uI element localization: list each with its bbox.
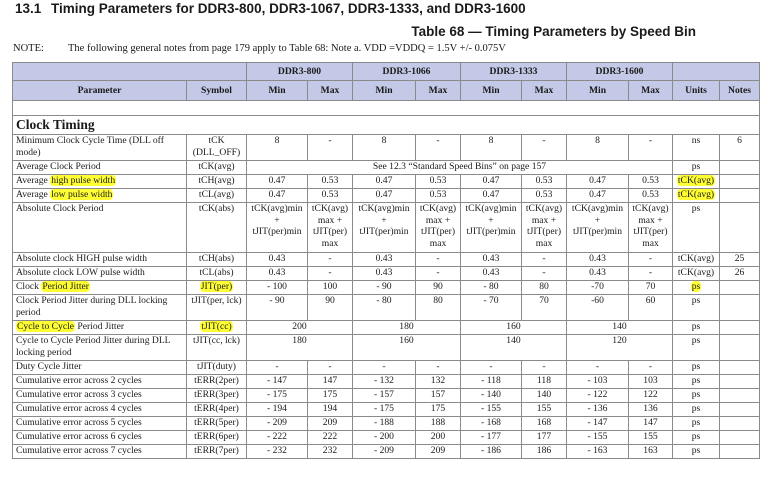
parameter-cell [13, 321, 187, 335]
max-value-cell: 222 [308, 431, 353, 445]
value-span-cell: 180 [353, 321, 461, 335]
min-value-cell: 0.47 [461, 175, 522, 189]
header-ddr3-1333: DDR3-1333 [461, 63, 567, 81]
max-value-cell: 163 [629, 445, 673, 459]
table-row [13, 445, 760, 459]
max-value-cell: - [308, 267, 353, 281]
symbol-cell: tCK(avg) [187, 161, 247, 175]
max-value-cell: 0.53 [308, 175, 353, 189]
max-value-cell: 122 [629, 389, 673, 403]
min-value-cell: 0.47 [353, 189, 416, 203]
units-cell: tCK(avg) [673, 267, 720, 281]
units-cell: ps [673, 431, 720, 445]
parameter-text: Clock [16, 281, 42, 292]
max-value-cell: 0.53 [416, 189, 461, 203]
table-row [13, 321, 760, 335]
parameter-cell: Cumulative error across 2 cycles [13, 375, 187, 389]
header-units: Units [673, 81, 720, 101]
units-cell [673, 281, 720, 295]
min-value-cell: - [247, 361, 308, 375]
min-value-cell: - 122 [567, 389, 629, 403]
min-value-cell: - 188 [353, 417, 416, 431]
value-span-cell: 120 [567, 335, 673, 361]
min-value-cell: - [353, 361, 416, 375]
parameter-cell: Cumulative error across 4 cycles [13, 403, 187, 417]
min-value-cell: - 194 [247, 403, 308, 417]
symbol-cell: tERR(4per) [187, 403, 247, 417]
min-value-cell: - 232 [247, 445, 308, 459]
units-highlight: tCK(avg) [677, 175, 715, 186]
notes-cell [720, 361, 760, 375]
value-span-cell: 180 [247, 335, 353, 361]
value-span-cell: 140 [461, 335, 567, 361]
max-value-cell: 209 [308, 417, 353, 431]
units-cell [673, 189, 720, 203]
units-cell [673, 175, 720, 189]
min-value-cell: -70 [567, 281, 629, 295]
table-row [13, 375, 760, 389]
max-value-cell: 175 [308, 389, 353, 403]
min-value-cell: - 175 [353, 403, 416, 417]
max-value-cell: 103 [629, 375, 673, 389]
max-value-cell: 0.53 [416, 175, 461, 189]
notes-cell [720, 175, 760, 189]
parameter-cell: Cumulative error across 7 cycles [13, 445, 187, 459]
notes-cell [720, 403, 760, 417]
max-value-cell: 168 [522, 417, 567, 431]
parameter-cell: Cycle to Cycle Period Jitter during DLL locking period [13, 335, 187, 361]
max-value-cell: 147 [308, 375, 353, 389]
symbol-cell [187, 281, 247, 295]
max-value-cell: 232 [308, 445, 353, 459]
max-value-cell: 80 [416, 295, 461, 321]
units-highlight: tCK(avg) [677, 189, 715, 200]
min-value-cell: 0.43 [461, 253, 522, 267]
symbol-cell: tJIT(cc, lck) [187, 335, 247, 361]
max-value-cell: 90 [308, 295, 353, 321]
min-value-cell: - 157 [353, 389, 416, 403]
min-value-cell: - 200 [353, 431, 416, 445]
max-value-cell: - [629, 267, 673, 281]
value-span-cell: 160 [353, 335, 461, 361]
notes-cell [720, 431, 760, 445]
notes-cell [720, 389, 760, 403]
max-value-cell: 0.53 [308, 189, 353, 203]
notes-cell: 26 [720, 267, 760, 281]
parameter-cell: Average Clock Period [13, 161, 187, 175]
value-span-cell: 160 [461, 321, 567, 335]
max-value-cell: - [629, 361, 673, 375]
max-value-cell: - [308, 361, 353, 375]
notes-cell [720, 445, 760, 459]
symbol-cell: tCK(abs) [187, 203, 247, 253]
header-row-columns [13, 81, 760, 101]
min-value-cell: 0.43 [353, 253, 416, 267]
max-value-cell: 157 [416, 389, 461, 403]
min-value-cell: 8 [567, 135, 629, 161]
min-value-cell: 8 [247, 135, 308, 161]
min-expression-cell: tCK(avg)min + tJIT(per)min [461, 203, 522, 253]
parameter-cell [13, 189, 187, 203]
min-value-cell: 0.43 [247, 267, 308, 281]
parameter-highlight: high pulse width [51, 175, 116, 186]
max-value-cell: 209 [416, 445, 461, 459]
min-value-cell: - 155 [567, 431, 629, 445]
parameter-highlight: Cycle to Cycle [17, 321, 75, 332]
header-blank-right [673, 63, 760, 81]
max-value-cell: 132 [416, 375, 461, 389]
parameter-highlight: Period Jitter [42, 281, 89, 292]
header-parameter: Parameter [13, 81, 187, 101]
min-value-cell: - 100 [247, 281, 308, 295]
parameter-cell: Clock Period Jitter during DLL locking period [13, 295, 187, 321]
max-expression-cell: tCK(avg) max + tJIT(per) max [629, 203, 673, 253]
parameter-text: Average [16, 189, 51, 200]
min-value-cell: 0.43 [247, 253, 308, 267]
table-row [13, 403, 760, 417]
parameter-text: Period Jitter [75, 321, 125, 332]
value-span-cell: 140 [567, 321, 673, 335]
min-value-cell: 0.47 [247, 189, 308, 203]
max-value-cell: 0.53 [522, 189, 567, 203]
min-expression-cell: tCK(avg)min + tJIT(per)min [353, 203, 416, 253]
table-row [13, 361, 760, 375]
min-value-cell: - 175 [247, 389, 308, 403]
parameter-cell: Absolute clock HIGH pulse width [13, 253, 187, 267]
min-value-cell: 0.43 [567, 267, 629, 281]
notes-cell [720, 417, 760, 431]
min-value-cell: - 80 [353, 295, 416, 321]
min-value-cell: 8 [461, 135, 522, 161]
max-value-cell: 0.53 [522, 175, 567, 189]
max-value-cell: 118 [522, 375, 567, 389]
notes-cell [720, 189, 760, 203]
units-cell: ps [673, 295, 720, 321]
symbol-highlight: tJIT(cc) [201, 321, 232, 332]
section-number: 13.1 [15, 1, 42, 16]
table-row [13, 175, 760, 189]
notes-cell [720, 203, 760, 253]
min-value-cell: - [567, 361, 629, 375]
units-cell: ps [673, 375, 720, 389]
value-span-cell: 200 [247, 321, 353, 335]
min-value-cell: 0.47 [461, 189, 522, 203]
table-note [13, 43, 506, 54]
max-value-cell: 80 [522, 281, 567, 295]
max-value-cell: - [522, 361, 567, 375]
max-value-cell: 70 [522, 295, 567, 321]
notes-cell [720, 321, 760, 335]
min-value-cell: 0.47 [353, 175, 416, 189]
min-value-cell: - 222 [247, 431, 308, 445]
max-value-cell: 200 [416, 431, 461, 445]
header-max: Max [629, 81, 673, 101]
symbol-cell: tJIT(per, lck) [187, 295, 247, 321]
min-value-cell: - 177 [461, 431, 522, 445]
max-value-cell: - [308, 135, 353, 161]
min-value-cell: - 155 [461, 403, 522, 417]
min-expression-cell: tCK(avg)min + tJIT(per)min [247, 203, 308, 253]
units-cell: ps [673, 417, 720, 431]
min-value-cell: - 140 [461, 389, 522, 403]
notes-cell [720, 335, 760, 361]
min-value-cell: - 90 [247, 295, 308, 321]
parameter-highlight: low pulse width [51, 189, 113, 200]
symbol-cell: tCL(abs) [187, 267, 247, 281]
header-min: Min [567, 81, 629, 101]
max-value-cell: - [416, 253, 461, 267]
min-value-cell: - [461, 361, 522, 375]
min-value-cell: - 90 [353, 281, 416, 295]
header-ddr3-800: DDR3-800 [247, 63, 353, 81]
notes-cell [720, 295, 760, 321]
symbol-cell: tJIT(duty) [187, 361, 247, 375]
symbol-cell: tCH(abs) [187, 253, 247, 267]
max-value-cell: 140 [522, 389, 567, 403]
units-cell: tCK(avg) [673, 253, 720, 267]
table-row [13, 431, 760, 445]
max-expression-cell: tCK(avg) max + tJIT(per) max [308, 203, 353, 253]
header-ddr3-1600: DDR3-1600 [567, 63, 673, 81]
min-value-cell: - 186 [461, 445, 522, 459]
max-value-cell: - [308, 253, 353, 267]
min-value-cell: -60 [567, 295, 629, 321]
max-expression-cell: tCK(avg) max + tJIT(per) max [416, 203, 461, 253]
max-value-cell: 136 [629, 403, 673, 417]
units-cell: ps [673, 335, 720, 361]
units-highlight: ps [691, 281, 701, 292]
max-value-cell: 175 [416, 403, 461, 417]
max-value-cell: 60 [629, 295, 673, 321]
max-value-cell: 188 [416, 417, 461, 431]
symbol-cell: tERR(5per) [187, 417, 247, 431]
section-row-clock-timing [13, 116, 760, 135]
parameter-cell: Cumulative error across 5 cycles [13, 417, 187, 431]
header-max: Max [416, 81, 461, 101]
min-value-cell: - 118 [461, 375, 522, 389]
table-row [13, 253, 760, 267]
table-row [13, 417, 760, 431]
symbol-cell: tERR(3per) [187, 389, 247, 403]
max-value-cell: - [416, 267, 461, 281]
max-value-cell: 177 [522, 431, 567, 445]
header-max: Max [308, 81, 353, 101]
header-min: Min [247, 81, 308, 101]
symbol-highlight: JIT(per) [200, 281, 233, 292]
max-value-cell: - [522, 135, 567, 161]
note-text: The following general notes from page 179 apply to Table 68: Note a. VDD =VDDQ = 1.5V +/- 0.075V [68, 43, 506, 54]
blank-row [13, 101, 760, 116]
parameter-cell: Absolute clock LOW pulse width [13, 267, 187, 281]
min-value-cell: - 132 [353, 375, 416, 389]
min-value-cell: 0.43 [567, 253, 629, 267]
parameter-cell: Absolute Clock Period [13, 203, 187, 253]
max-value-cell: - [522, 253, 567, 267]
symbol-cell: tCH(avg) [187, 175, 247, 189]
note-label: NOTE: [13, 43, 44, 54]
parameter-cell: Cumulative error across 3 cycles [13, 389, 187, 403]
min-value-cell: - 103 [567, 375, 629, 389]
min-value-cell: 0.47 [567, 189, 629, 203]
min-value-cell: 0.43 [461, 267, 522, 281]
header-notes: Notes [720, 81, 760, 101]
min-value-cell: - 70 [461, 295, 522, 321]
section-label: Clock Timing [13, 116, 760, 135]
section-title [15, 1, 526, 16]
table-row [13, 295, 760, 321]
notes-cell [720, 161, 760, 175]
units-cell: ps [673, 161, 720, 175]
header-symbol: Symbol [187, 81, 247, 101]
symbol-cell [187, 321, 247, 335]
symbol-cell: tCL(avg) [187, 189, 247, 203]
max-value-cell: 155 [629, 431, 673, 445]
min-value-cell: 0.43 [353, 267, 416, 281]
max-value-cell: - [522, 267, 567, 281]
max-expression-cell: tCK(avg) max + tJIT(per) max [522, 203, 567, 253]
max-value-cell: 0.53 [629, 189, 673, 203]
parameter-cell: Minimum Clock Cycle Time (DLL off mode) [13, 135, 187, 161]
header-min: Min [461, 81, 522, 101]
header-blank [13, 63, 247, 81]
units-cell: ps [673, 389, 720, 403]
section-title-text: Timing Parameters for DDR3-800, DDR3-1067, DDR3-1333, and DDR3-1600 [51, 1, 526, 16]
min-value-cell: - 80 [461, 281, 522, 295]
max-value-cell: 100 [308, 281, 353, 295]
max-value-cell: 70 [629, 281, 673, 295]
units-cell: ps [673, 321, 720, 335]
min-value-cell: - 168 [461, 417, 522, 431]
notes-cell: 25 [720, 253, 760, 267]
table-row [13, 135, 760, 161]
min-value-cell: 0.47 [567, 175, 629, 189]
table-row [13, 267, 760, 281]
min-value-cell: - 163 [567, 445, 629, 459]
min-value-cell: - 147 [567, 417, 629, 431]
table-row [13, 203, 760, 253]
max-value-cell: - [416, 135, 461, 161]
symbol-cell: tERR(7per) [187, 445, 247, 459]
notes-cell [720, 281, 760, 295]
parameter-text: Average [16, 175, 51, 186]
table-row [13, 161, 760, 175]
units-cell: ps [673, 445, 720, 459]
speed-bin-reference-cell: See 12.3 “Standard Speed Bins” on page 157 [247, 161, 673, 175]
table-title: Table 68 — Timing Parameters by Speed Bin [411, 24, 696, 39]
max-value-cell: 90 [416, 281, 461, 295]
max-value-cell: - [416, 361, 461, 375]
min-value-cell: - 209 [353, 445, 416, 459]
parameter-cell [13, 175, 187, 189]
table-row [13, 281, 760, 295]
notes-cell: 6 [720, 135, 760, 161]
min-value-cell: - 136 [567, 403, 629, 417]
units-cell: ps [673, 403, 720, 417]
header-max: Max [522, 81, 567, 101]
header-min: Min [353, 81, 416, 101]
min-value-cell: - 147 [247, 375, 308, 389]
notes-cell [720, 375, 760, 389]
max-value-cell: 155 [522, 403, 567, 417]
units-cell: ns [673, 135, 720, 161]
parameter-cell: Duty Cycle Jitter [13, 361, 187, 375]
max-value-cell: - [629, 135, 673, 161]
min-value-cell: 0.47 [247, 175, 308, 189]
table-row [13, 189, 760, 203]
min-expression-cell: tCK(avg)min + tJIT(per)min [567, 203, 629, 253]
symbol-cell: tERR(2per) [187, 375, 247, 389]
parameter-cell [13, 281, 187, 295]
max-value-cell: 0.53 [629, 175, 673, 189]
table-row [13, 389, 760, 403]
max-value-cell: 147 [629, 417, 673, 431]
min-value-cell: - 209 [247, 417, 308, 431]
table-row [13, 335, 760, 361]
symbol-cell: tCK (DLL_OFF) [187, 135, 247, 161]
parameter-cell: Cumulative error across 6 cycles [13, 431, 187, 445]
symbol-cell: tERR(6per) [187, 431, 247, 445]
timing-parameters-table [12, 62, 760, 459]
header-row-speed-bins [13, 63, 760, 81]
max-value-cell: 194 [308, 403, 353, 417]
max-value-cell: 186 [522, 445, 567, 459]
header-ddr3-1066: DDR3-1066 [353, 63, 461, 81]
units-cell: ps [673, 203, 720, 253]
units-cell: ps [673, 361, 720, 375]
min-value-cell: 8 [353, 135, 416, 161]
max-value-cell: - [629, 253, 673, 267]
